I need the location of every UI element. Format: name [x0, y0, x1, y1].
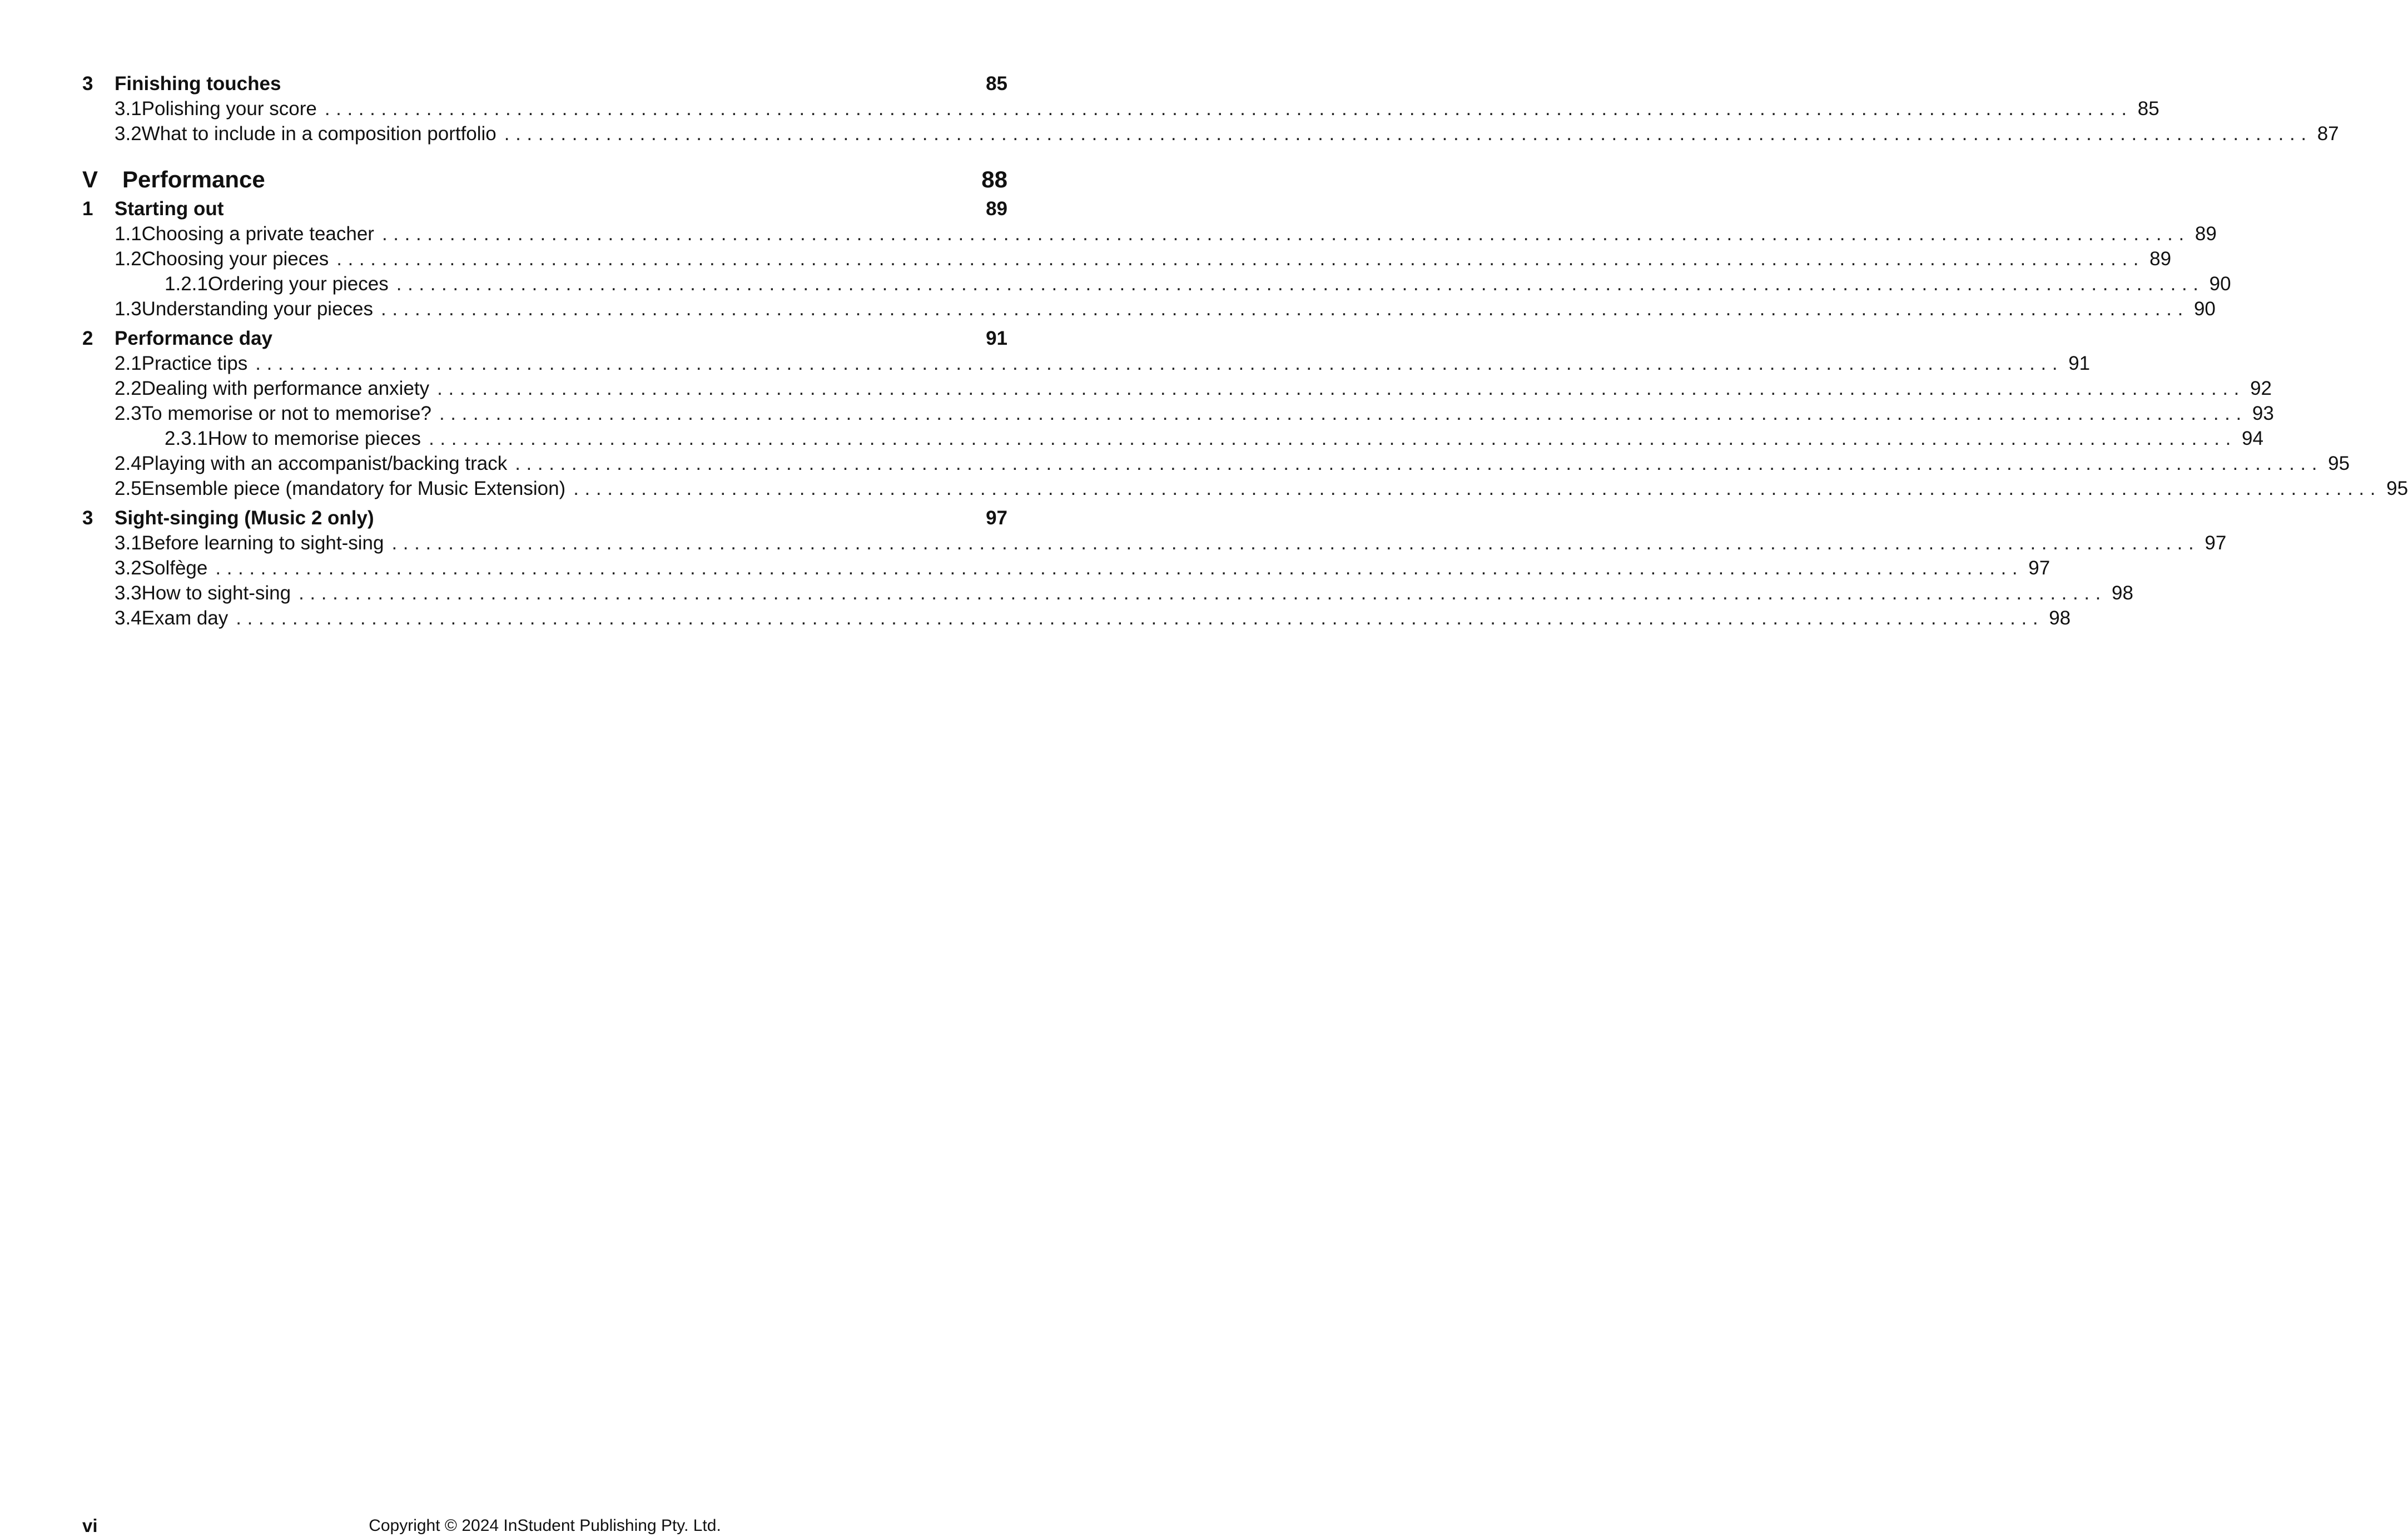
- toc-entry[interactable]: [82, 476, 2408, 501]
- entry-number: 3.2: [115, 123, 142, 145]
- copyright-notice: Copyright © 2024 InStudent Publishing Pty. Ltd.: [369, 1516, 721, 1535]
- dot-leader: ................................................................................................................................................................: [324, 98, 2133, 120]
- toc-entry[interactable]: [82, 581, 2133, 606]
- table-of-contents: [82, 71, 2408, 631]
- section-title: Sight-singing (Music 2 only): [115, 507, 374, 529]
- page-number: 89: [2194, 223, 2217, 245]
- entry-title: Before learning to sight-sing: [141, 532, 384, 554]
- toc-entry[interactable]: [82, 530, 2227, 556]
- page-number: 88: [981, 166, 1007, 192]
- entry-title: Exam day: [141, 607, 229, 629]
- entry-number: 3.3: [115, 582, 142, 604]
- dot-leader: ................................................................................................................................................................: [439, 403, 2247, 424]
- toc-entry[interactable]: [82, 606, 2071, 631]
- entry-title: What to include in a composition portfolio: [141, 123, 497, 145]
- toc-entry[interactable]: [82, 121, 2339, 146]
- dot-leader: ................................................................................................................................................................: [336, 248, 2145, 270]
- entry-number: 2.3: [115, 403, 142, 424]
- entry-number: 1.3: [115, 298, 142, 320]
- section-number: 3: [82, 507, 93, 529]
- toc-subentry[interactable]: [82, 426, 2263, 451]
- page-footer: [82, 1515, 1007, 1537]
- toc-section[interactable]: [82, 71, 1007, 96]
- entry-number: 3.1: [115, 532, 142, 554]
- page-number: 89: [2149, 248, 2172, 270]
- entry-title: To memorise or not to memorise?: [141, 403, 431, 424]
- page-number: 95: [2328, 453, 2350, 474]
- dot-leader: ................................................................................................................................................................: [573, 478, 2382, 499]
- dot-leader: ................................................................................................................................................................: [391, 532, 2200, 554]
- section-number: 1: [82, 198, 93, 220]
- toc-entry[interactable]: [82, 351, 2091, 376]
- toc-entry[interactable]: [82, 221, 2217, 246]
- page-number: 85: [986, 73, 1007, 95]
- toc-entry[interactable]: [82, 556, 2050, 581]
- toc-entry[interactable]: [82, 376, 2272, 401]
- entry-number: 2.3.1: [165, 428, 208, 449]
- section-title: Starting out: [115, 198, 224, 220]
- dot-leader: ................................................................................................................................................................: [504, 123, 2312, 145]
- dot-leader: ................................................................................................................................................................: [381, 223, 2190, 245]
- toc-section[interactable]: [82, 196, 1007, 221]
- page-number: 89: [986, 198, 1007, 220]
- dot-leader: ................................................................................................................................................................: [299, 582, 2107, 604]
- entry-title: Choosing a private teacher: [141, 223, 374, 245]
- toc-part[interactable]: [82, 163, 1007, 196]
- dot-leader: ................................................................................................................................................................: [515, 453, 2323, 474]
- entry-number: 2.2: [115, 378, 142, 399]
- entry-number: 3.4: [115, 607, 142, 629]
- entry-number: 3.2: [115, 557, 142, 579]
- section-spacer: [82, 321, 1007, 326]
- section-title: Performance day: [115, 328, 273, 349]
- section-title: Finishing touches: [115, 73, 281, 95]
- entry-title: Ensemble piece (mandatory for Music Extension): [141, 478, 566, 499]
- page-number: 90: [2193, 298, 2216, 320]
- page-number: 90: [2209, 273, 2231, 295]
- dot-leader: ................................................................................................................................................................: [437, 378, 2245, 399]
- dot-leader: ................................................................................................................................................................: [429, 428, 2237, 449]
- toc-entry[interactable]: [82, 246, 2172, 271]
- entry-title: Solfège: [141, 557, 208, 579]
- toc-entry[interactable]: [82, 96, 2159, 121]
- entry-title: Choosing your pieces: [141, 248, 329, 270]
- entry-title: Polishing your score: [141, 98, 317, 120]
- section-number: 3: [82, 73, 93, 95]
- entry-title: Dealing with performance anxiety: [141, 378, 430, 399]
- entry-title: Understanding your pieces: [141, 298, 374, 320]
- section-spacer: [82, 501, 1007, 505]
- part-title: Performance: [122, 166, 265, 192]
- toc-entry[interactable]: [82, 296, 2216, 321]
- entry-title: How to sight-sing: [141, 582, 291, 604]
- page-number: 98: [2049, 607, 2071, 629]
- page-number: 98: [2112, 582, 2133, 604]
- entry-number: 2.5: [115, 478, 142, 499]
- toc-section[interactable]: [82, 505, 1007, 530]
- page-number: 94: [2241, 428, 2263, 449]
- page-number: 93: [2252, 403, 2274, 424]
- page-number: 91: [986, 328, 1007, 349]
- entry-title: How to memorise pieces: [207, 428, 421, 449]
- toc-entry[interactable]: [82, 451, 2350, 476]
- part-number: V: [82, 166, 98, 192]
- dot-leader: ................................................................................................................................................................: [396, 273, 2205, 295]
- page-number: 97: [2205, 532, 2227, 554]
- page-number: 87: [2317, 123, 2339, 145]
- dot-leader: ................................................................................................................................................................: [215, 557, 2024, 579]
- dot-leader: ................................................................................................................................................................: [381, 298, 2189, 320]
- toc-section[interactable]: [82, 326, 1007, 351]
- page-number: 92: [2250, 378, 2272, 399]
- entry-number: 2.4: [115, 453, 142, 474]
- page-number: 91: [2068, 353, 2091, 374]
- page-number: 95: [2386, 478, 2408, 499]
- entry-number: 3.1: [115, 98, 142, 120]
- page-number: 97: [2028, 557, 2050, 579]
- toc-subentry[interactable]: [82, 271, 2231, 296]
- entry-number: 1.2: [115, 248, 142, 270]
- entry-title: Playing with an accompanist/backing track: [141, 453, 508, 474]
- entry-number: 2.1: [115, 353, 142, 374]
- folio-number: vi: [82, 1515, 98, 1536]
- section-number: 2: [82, 328, 93, 349]
- page-number: 85: [2137, 98, 2159, 120]
- entry-number: 1.2.1: [165, 273, 208, 295]
- entry-title: Ordering your pieces: [207, 273, 389, 295]
- dot-leader: ................................................................................................................................................................: [255, 353, 2064, 374]
- page-number: 97: [986, 507, 1007, 529]
- dot-leader: ................................................................................................................................................................: [236, 607, 2044, 629]
- entry-title: Practice tips: [141, 353, 248, 374]
- entry-number: 1.1: [115, 223, 142, 245]
- toc-entry[interactable]: [82, 401, 2274, 426]
